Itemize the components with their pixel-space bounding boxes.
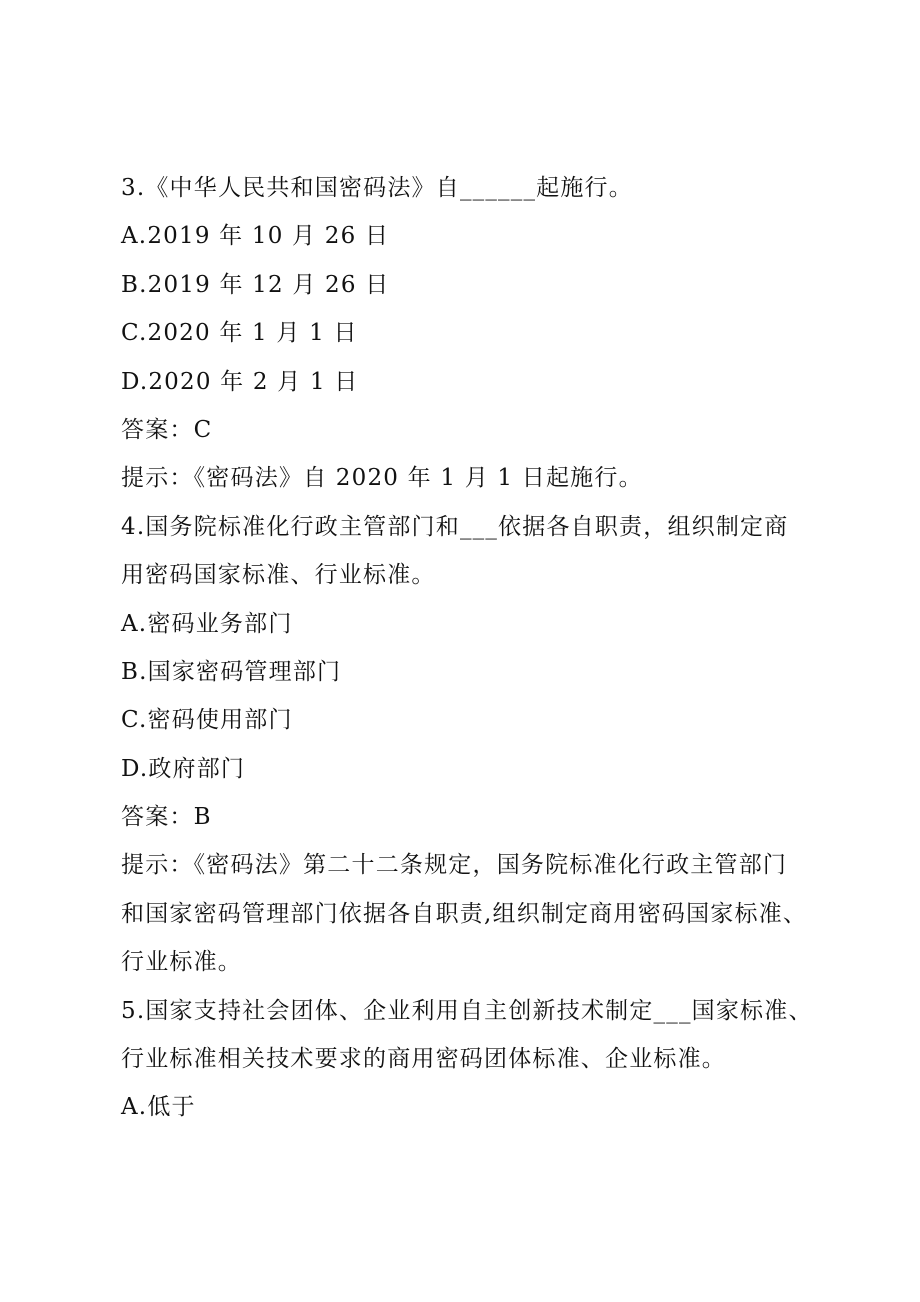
option-d: D.政府部门	[121, 755, 246, 782]
option-b: B.2019 年 12 月 26 日	[121, 271, 390, 298]
hint-cont: 行业标准。	[121, 949, 242, 976]
option-a: A.密码业务部门	[121, 610, 293, 637]
question-text: 5.国家支持社会团体、企业利用自主创新技术制定___国家标准、	[121, 997, 813, 1024]
question-4	[121, 503, 821, 987]
option-d: D.2020 年 2 月 1 日	[121, 368, 359, 395]
question-5	[121, 987, 821, 1132]
question-3	[121, 164, 821, 503]
option-a: A.2019 年 10 月 26 日	[121, 223, 390, 250]
hint: 提示：《密码法》第二十二条规定，国务院标准化行政主管部门	[121, 852, 788, 879]
document-page	[121, 164, 821, 1132]
question-text-cont: 用密码国家标准、行业标准。	[121, 562, 436, 589]
option-c: C.密码使用部门	[121, 707, 293, 734]
hint: 提示：《密码法》自 2020 年 1 月 1 日起施行。	[121, 465, 643, 492]
answer: 答案：B	[121, 804, 212, 831]
question-text-cont: 行业标准相关技术要求的商用密码团体标准、企业标准。	[121, 1046, 726, 1073]
question-text: 3.《中华人民共和国密码法》自______起施行。	[121, 175, 633, 201]
option-b: B.国家密码管理部门	[121, 658, 342, 685]
answer: 答案：C	[121, 416, 213, 443]
question-text: 4.国务院标准化行政主管部门和___依据各自职责，组织制定商	[121, 513, 789, 540]
option-c: C.2020 年 1 月 1 日	[121, 320, 358, 347]
option-a: A.低于	[121, 1094, 196, 1121]
hint-cont: 和国家密码管理部门依据各自职责,组织制定商用密码国家标准、	[121, 900, 808, 927]
